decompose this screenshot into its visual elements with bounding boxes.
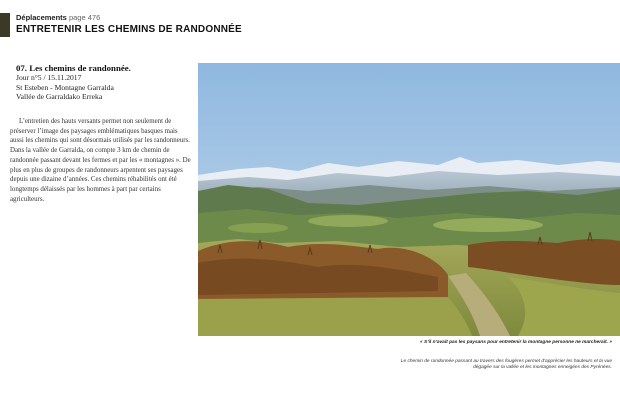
photo-caption: Le chemin de randonnée passant au travers des fougères permet d’apprécier les hauteurs et la vue dégagée sur la vallée et les montagnes enneigées des Pyrénées.	[400, 359, 612, 371]
entry-date: Jour n°5 / 15.11.2017	[16, 73, 82, 82]
page-header	[16, 13, 242, 36]
landscape-photo	[198, 63, 620, 336]
page-number: page 476	[68, 13, 101, 22]
entry-valley: Vallée de Garraldako Erreka	[16, 92, 103, 101]
section-kicker	[16, 13, 242, 23]
photo-quote: « S’il n’avait pas les paysans pour entretenir la montagne personne ne marcherait. »	[420, 340, 612, 345]
entry-route: St Esteben - Montagne Garralda	[16, 82, 114, 92]
page-title: ENTRETENIR LES CHEMINS DE RANDONNÉE	[16, 24, 242, 35]
entry-title: 07. Les chemins de randonnée.	[16, 63, 131, 73]
body-paragraph: L’entretien des hauts versants permet non seulement de préserver l’image des paysages emblématiques basques mais aussi les chemins qui sont désormais utilisés par les randonneurs. Dans la vallée de Garralda, on compte 3 km de chemin de randonnée passant devant les fermes et par les « montagnes ». De plus en plus de groupes de randonneurs arpentent ses paysages depuis une dizaine d’années. Ces chemins réhabilités ont été longtemps délaissés par les hommes à part par certains agriculteurs.	[10, 118, 191, 203]
section-accent-bar	[0, 13, 10, 37]
entry-heading	[16, 63, 191, 102]
section-name: Déplacements	[16, 13, 67, 22]
